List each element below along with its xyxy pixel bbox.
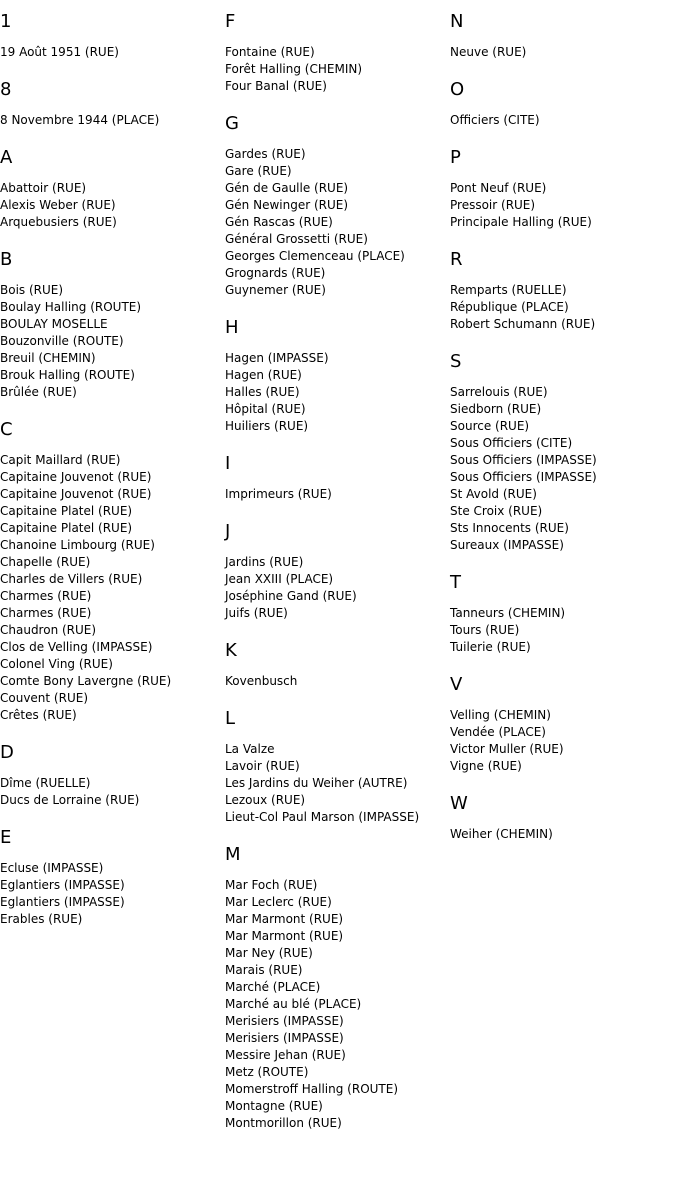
street-list — [225, 554, 447, 622]
letter-heading: G — [225, 113, 239, 134]
street-link[interactable]: Mar Foch (RUE) — [225, 878, 318, 892]
street-link[interactable]: Sous Officiers (IMPASSE) — [450, 470, 597, 484]
street-list — [450, 112, 672, 129]
street-link[interactable]: Capitaine Jouvenot (RUE) — [0, 470, 152, 484]
street-link[interactable]: Jardins (RUE) — [225, 555, 304, 569]
street-list — [450, 44, 672, 61]
street-link[interactable]: Grognards (RUE) — [225, 266, 326, 280]
letter-group — [450, 78, 672, 129]
street-link[interactable]: Marché au blé (PLACE) — [225, 997, 362, 1011]
letter-heading: W — [450, 793, 468, 814]
street-list — [450, 605, 672, 656]
street-link[interactable]: Mar Marmont (RUE) — [225, 912, 344, 926]
street-link[interactable]: Gén Rascas (RUE) — [225, 215, 333, 229]
street-link[interactable]: Eglantiers (IMPASSE) — [0, 878, 125, 892]
street-link[interactable]: Gare (RUE) — [225, 164, 292, 178]
street-link[interactable]: Four Banal (RUE) — [225, 79, 327, 93]
letter-group — [0, 826, 222, 928]
street-link[interactable]: Messire Jehan (RUE) — [225, 1048, 346, 1062]
street-link[interactable]: Brûlée (RUE) — [0, 385, 77, 399]
street-link[interactable]: Victor Muller (RUE) — [450, 742, 564, 756]
street-link[interactable]: Gén de Gaulle (RUE) — [225, 181, 349, 195]
letter-group — [0, 146, 222, 231]
street-list — [225, 486, 447, 503]
street-link[interactable]: Remparts (RUELLE) — [450, 283, 567, 297]
street-link[interactable]: Pont Neuf (RUE) — [450, 181, 547, 195]
street-link[interactable]: Montmorillon (RUE) — [225, 1116, 342, 1130]
street-link[interactable]: Neuve (RUE) — [450, 45, 527, 59]
street-link[interactable]: Couvent (RUE) — [0, 691, 89, 705]
street-link[interactable]: Gén Newinger (RUE) — [225, 198, 349, 212]
street-link[interactable]: Joséphine Gand (RUE) — [225, 589, 357, 603]
street-link[interactable]: Ste Croix (RUE) — [450, 504, 543, 518]
street-link[interactable]: 8 Novembre 1944 (PLACE) — [0, 113, 160, 127]
street-link[interactable]: Sts Innocents (RUE) — [450, 521, 569, 535]
street-link[interactable]: Mar Leclerc (RUE) — [225, 895, 332, 909]
street-link[interactable]: Chapelle (RUE) — [0, 555, 91, 569]
street-link[interactable]: Marais (RUE) — [225, 963, 303, 977]
street-link[interactable]: Sarrelouis (RUE) — [450, 385, 548, 399]
letter-heading: D — [0, 742, 14, 763]
street-link[interactable]: Bouzonville (ROUTE) — [0, 334, 124, 348]
street-link[interactable]: Colonel Ving (RUE) — [0, 657, 113, 671]
letter-group — [0, 10, 222, 61]
street-list — [225, 44, 447, 95]
index-column-2 — [225, 10, 447, 1149]
letter-heading: R — [450, 249, 463, 270]
street-link[interactable]: Robert Schumann (RUE) — [450, 317, 596, 331]
street-link[interactable]: Jean XXIII (PLACE) — [225, 572, 334, 586]
street-link[interactable]: Charmes (RUE) — [0, 606, 92, 620]
letter-group — [225, 316, 447, 435]
street-link[interactable]: Bois (RUE) — [0, 283, 64, 297]
letter-heading: B — [0, 249, 13, 270]
letter-heading: I — [225, 453, 231, 474]
street-link[interactable]: Lavoir (RUE) — [225, 759, 300, 773]
street-link[interactable]: Boulay Halling (ROUTE) — [0, 300, 142, 314]
letter-heading: P — [450, 147, 461, 168]
letter-heading: 1 — [0, 11, 12, 32]
street-link[interactable]: Comte Bony Lavergne (RUE) — [0, 674, 172, 688]
street-link[interactable]: Chanoine Limbourg (RUE) — [0, 538, 155, 552]
street-link[interactable]: Merisiers (IMPASSE) — [225, 1031, 344, 1045]
street-link[interactable]: Hagen (IMPASSE) — [225, 351, 329, 365]
street-link[interactable]: Arquebusiers (RUE) — [0, 215, 117, 229]
street-link[interactable]: République (PLACE) — [450, 300, 569, 314]
street-link[interactable]: Clos de Velling (IMPASSE) — [0, 640, 153, 654]
street-link[interactable]: Ducs de Lorraine (RUE) — [0, 793, 140, 807]
letter-group — [450, 10, 672, 61]
street-link[interactable]: Merisiers (IMPASSE) — [225, 1014, 344, 1028]
street-link[interactable]: Capitaine Platel (RUE) — [0, 504, 133, 518]
letter-group — [225, 520, 447, 622]
street-link[interactable]: Vigne (RUE) — [450, 759, 522, 773]
street-list — [450, 180, 672, 231]
street-link[interactable]: Guynemer (RUE) — [225, 283, 326, 297]
letter-group — [225, 112, 447, 299]
street-list — [0, 775, 222, 809]
street-list — [450, 826, 672, 843]
letter-heading: N — [450, 11, 464, 32]
street-link[interactable]: Brouk Halling (ROUTE) — [0, 368, 135, 382]
letter-group — [450, 350, 672, 554]
street-link[interactable]: Velling (CHEMIN) — [450, 708, 551, 722]
street-list — [450, 707, 672, 775]
street-link[interactable]: Fontaine (RUE) — [225, 45, 315, 59]
letter-heading: K — [225, 640, 237, 661]
street-link[interactable]: Juifs (RUE) — [225, 606, 288, 620]
letter-group — [450, 248, 672, 333]
street-link[interactable]: Sous Officiers (CITE) — [450, 436, 573, 450]
letter-heading: A — [0, 147, 13, 168]
street-link[interactable]: Principale Halling (RUE) — [450, 215, 592, 229]
letter-group — [225, 843, 447, 1132]
street-list — [0, 180, 222, 231]
letter-heading: O — [450, 79, 465, 100]
street-list — [225, 146, 447, 299]
street-link[interactable]: Pressoir (RUE) — [450, 198, 536, 212]
street-list — [450, 282, 672, 333]
street-link[interactable]: Imprimeurs (RUE) — [225, 487, 332, 501]
street-link[interactable]: Siedborn (RUE) — [450, 402, 542, 416]
street-link[interactable]: Charmes (RUE) — [0, 589, 92, 603]
letter-heading: E — [0, 827, 12, 848]
street-link[interactable]: Capitaine Jouvenot (RUE) — [0, 487, 152, 501]
street-link[interactable]: Huiliers (RUE) — [225, 419, 309, 433]
index-column-3 — [450, 10, 672, 860]
letter-group — [225, 452, 447, 503]
street-link[interactable]: Lezoux (RUE) — [225, 793, 306, 807]
street-link[interactable]: Gardes (RUE) — [225, 147, 306, 161]
letter-group — [0, 741, 222, 809]
street-link[interactable]: Crêtes (RUE) — [0, 708, 77, 722]
street-link[interactable]: Marché (PLACE) — [225, 980, 321, 994]
street-link[interactable]: Weiher (CHEMIN) — [450, 827, 553, 841]
street-link[interactable]: Vendée (PLACE) — [450, 725, 546, 739]
letter-group — [0, 78, 222, 129]
street-list — [450, 384, 672, 554]
letter-heading: F — [225, 11, 236, 32]
street-link[interactable]: Tanneurs (CHEMIN) — [450, 606, 566, 620]
street-link[interactable]: Kovenbusch — [225, 674, 298, 688]
street-list — [0, 860, 222, 928]
street-link[interactable]: Forêt Halling (CHEMIN) — [225, 62, 363, 76]
street-link[interactable]: 19 Août 1951 (RUE) — [0, 45, 119, 59]
street-link[interactable]: Tuilerie (RUE) — [450, 640, 531, 654]
letter-heading: S — [450, 351, 462, 372]
street-link[interactable]: Montagne (RUE) — [225, 1099, 323, 1113]
letter-heading: H — [225, 317, 239, 338]
street-link[interactable]: Abattoir (RUE) — [0, 181, 87, 195]
street-link[interactable]: La Valze — [225, 742, 275, 756]
letter-group — [450, 571, 672, 656]
street-link[interactable]: St Avold (RUE) — [450, 487, 537, 501]
street-link[interactable]: Breuil (CHEMIN) — [0, 351, 96, 365]
street-link[interactable]: Général Grossetti (RUE) — [225, 232, 368, 246]
street-link[interactable]: BOULAY MOSELLE — [0, 317, 108, 331]
street-list — [225, 877, 447, 1132]
street-link[interactable]: Georges Clemenceau (PLACE) — [225, 249, 405, 263]
letter-heading: J — [225, 521, 231, 542]
street-link[interactable]: Momerstroff Halling (ROUTE) — [225, 1082, 399, 1096]
street-link[interactable]: Alexis Weber (RUE) — [0, 198, 116, 212]
street-link[interactable]: Officiers (CITE) — [450, 113, 540, 127]
street-link[interactable]: Chaudron (RUE) — [0, 623, 97, 637]
letter-heading: M — [225, 844, 241, 865]
letter-group — [225, 707, 447, 826]
letter-group — [225, 639, 447, 690]
letter-group — [0, 248, 222, 401]
street-link[interactable]: Hagen (RUE) — [225, 368, 302, 382]
letter-group — [450, 792, 672, 843]
letter-group — [450, 673, 672, 775]
street-link[interactable]: Mar Marmont (RUE) — [225, 929, 344, 943]
letter-group — [0, 418, 222, 724]
street-list — [0, 112, 222, 129]
letter-heading: L — [225, 708, 236, 729]
street-link[interactable]: Dîme (RUELLE) — [0, 776, 91, 790]
street-link[interactable]: Ecluse (IMPASSE) — [0, 861, 104, 875]
street-link[interactable]: Charles de Villers (RUE) — [0, 572, 143, 586]
letter-group — [225, 10, 447, 95]
letter-heading: T — [450, 572, 461, 593]
letter-heading: 8 — [0, 79, 12, 100]
street-list — [225, 350, 447, 435]
street-link[interactable]: Source (RUE) — [450, 419, 530, 433]
street-list — [0, 282, 222, 401]
street-list — [225, 673, 447, 690]
street-link[interactable]: Les Jardins du Weiher (AUTRE) — [225, 776, 408, 790]
street-link[interactable]: Tours (RUE) — [450, 623, 520, 637]
street-list — [225, 741, 447, 826]
street-link[interactable]: Sous Officiers (IMPASSE) — [450, 453, 597, 467]
street-link[interactable]: Mar Ney (RUE) — [225, 946, 313, 960]
letter-heading: V — [450, 674, 463, 695]
street-link[interactable]: Eglantiers (IMPASSE) — [0, 895, 125, 909]
street-list — [0, 44, 222, 61]
street-link[interactable]: Metz (ROUTE) — [225, 1065, 309, 1079]
street-link[interactable]: Hôpital (RUE) — [225, 402, 306, 416]
street-link[interactable]: Lieut-Col Paul Marson (IMPASSE) — [225, 810, 420, 824]
street-link[interactable]: Halles (RUE) — [225, 385, 300, 399]
street-link[interactable]: Capitaine Platel (RUE) — [0, 521, 133, 535]
letter-heading: C — [0, 419, 13, 440]
street-link[interactable]: Capit Maillard (RUE) — [0, 453, 121, 467]
index-column-1 — [0, 10, 222, 945]
street-link[interactable]: Sureaux (IMPASSE) — [450, 538, 564, 552]
street-list — [0, 452, 222, 724]
letter-group — [450, 146, 672, 231]
street-link[interactable]: Erables (RUE) — [0, 912, 83, 926]
